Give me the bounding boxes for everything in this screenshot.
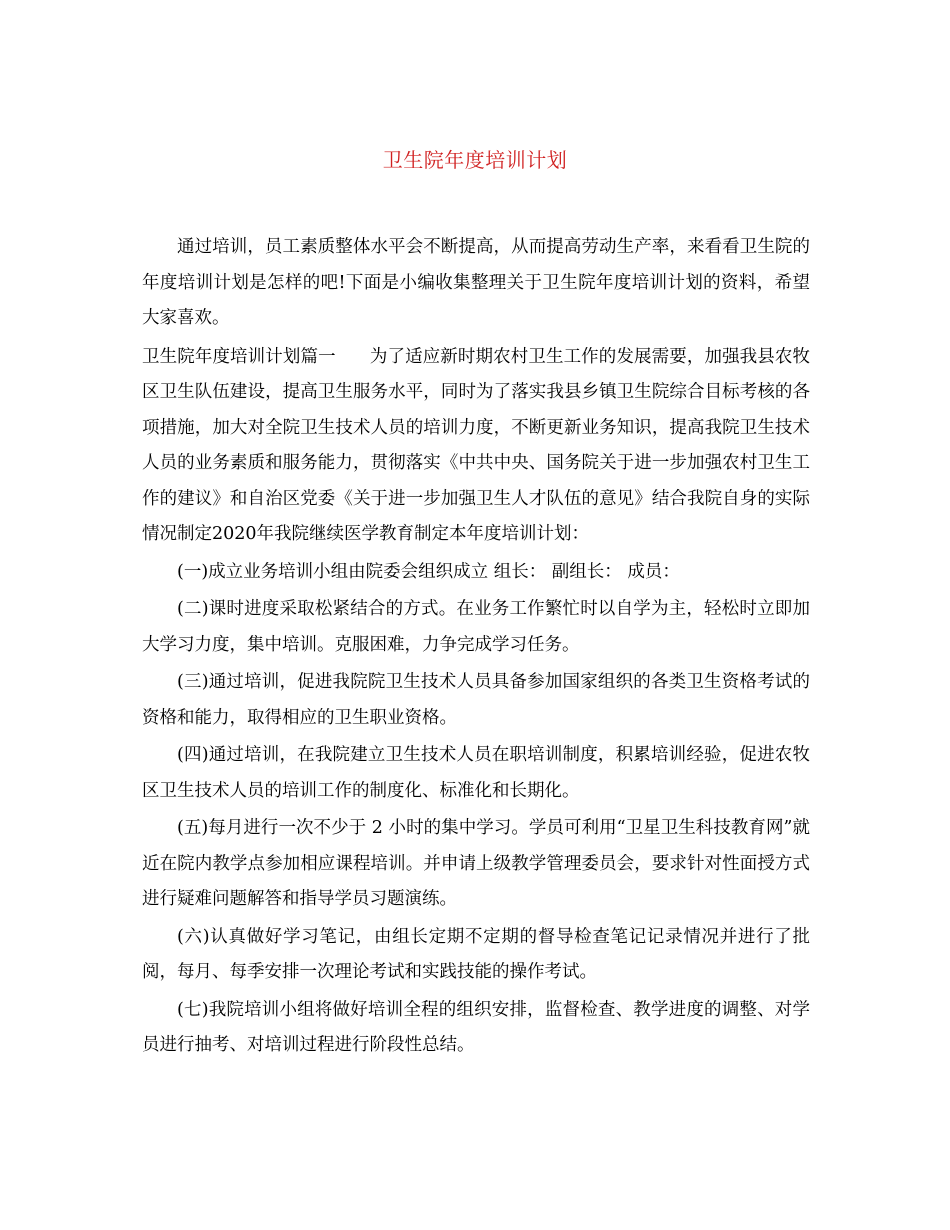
- document-title: 卫生院年度培训计划: [382, 148, 568, 172]
- list-item: (七)我院培训小组将做好培训全程的组织安排，监督检查、教学进度的调整、对学员进行抽考、对培训过程进行阶段性总结。: [142, 999, 810, 1055]
- section-text: 为了适应新时期农村卫生工作的发展需要，加强我县农牧区卫生队伍建设，提高卫生服务水平，同时为了落实我县乡镇卫生院综合目标考核的各项措施，加大对全院卫生技术人员的培训力度，不断更新业务知识，提高我院卫生技术人员的业务素质和服务能力，贯彻落实《中共中央、国务院关于进一步加强农村卫生工作的建议》和自治区党委《关于进一步加强卫生人才队伍的意见》结合我院自身的实际情况制定2020年我院继续医学教育制定本年度培训计划：: [142, 346, 811, 544]
- list-item: (四)通过培训，在我院建立卫生技术人员在职培训制度，积累培训经验，促进农牧区卫生技术人员的培训工作的制度化、标准化和长期化。: [142, 745, 810, 801]
- list-item: (六)认真做好学习笔记，由组长定期不定期的督导检查笔记记录情况并进行了批阅，每月、每季安排一次理论考试和实践技能的操作考试。: [142, 926, 810, 982]
- list-item: (三)通过培训，促进我院院卫生技术人员具备参加国家组织的各类卫生资格考试的资格和能力，取得相应的卫生职业资格。: [142, 672, 810, 728]
- list-item: (二)课时进度采取松紧结合的方式。在业务工作繁忙时以自学为主，轻松时立即加大学习力度，集中培训。克服困难，力争完成学习任务。: [142, 599, 810, 655]
- list-item: (一)成立业务培训小组由院委会组织成立 组长： 副组长： 成员：: [177, 561, 680, 582]
- section-paragraph: [142, 340, 810, 553]
- document-body: [142, 230, 810, 1064]
- section-heading: 卫生院年度培训计划篇一: [142, 346, 336, 367]
- intro-paragraph: 通过培训，员工素质整体水平会不断提高，从而提高劳动生产率，来看看卫生院的年度培训计划是怎样的吧!下面是小编收集整理关于卫生院年度培训计划的资料，希望大家喜欢。: [142, 237, 810, 328]
- list-item: (五)每月进行一次不少于 2 小时的集中学习。学员可利用“卫星卫生科技教育网”就近在院内教学点参加相应课程培训。并申请上级教学管理委员会，要求针对性面授方式进行疑难问题解答和指导学员习题演练。: [142, 818, 810, 909]
